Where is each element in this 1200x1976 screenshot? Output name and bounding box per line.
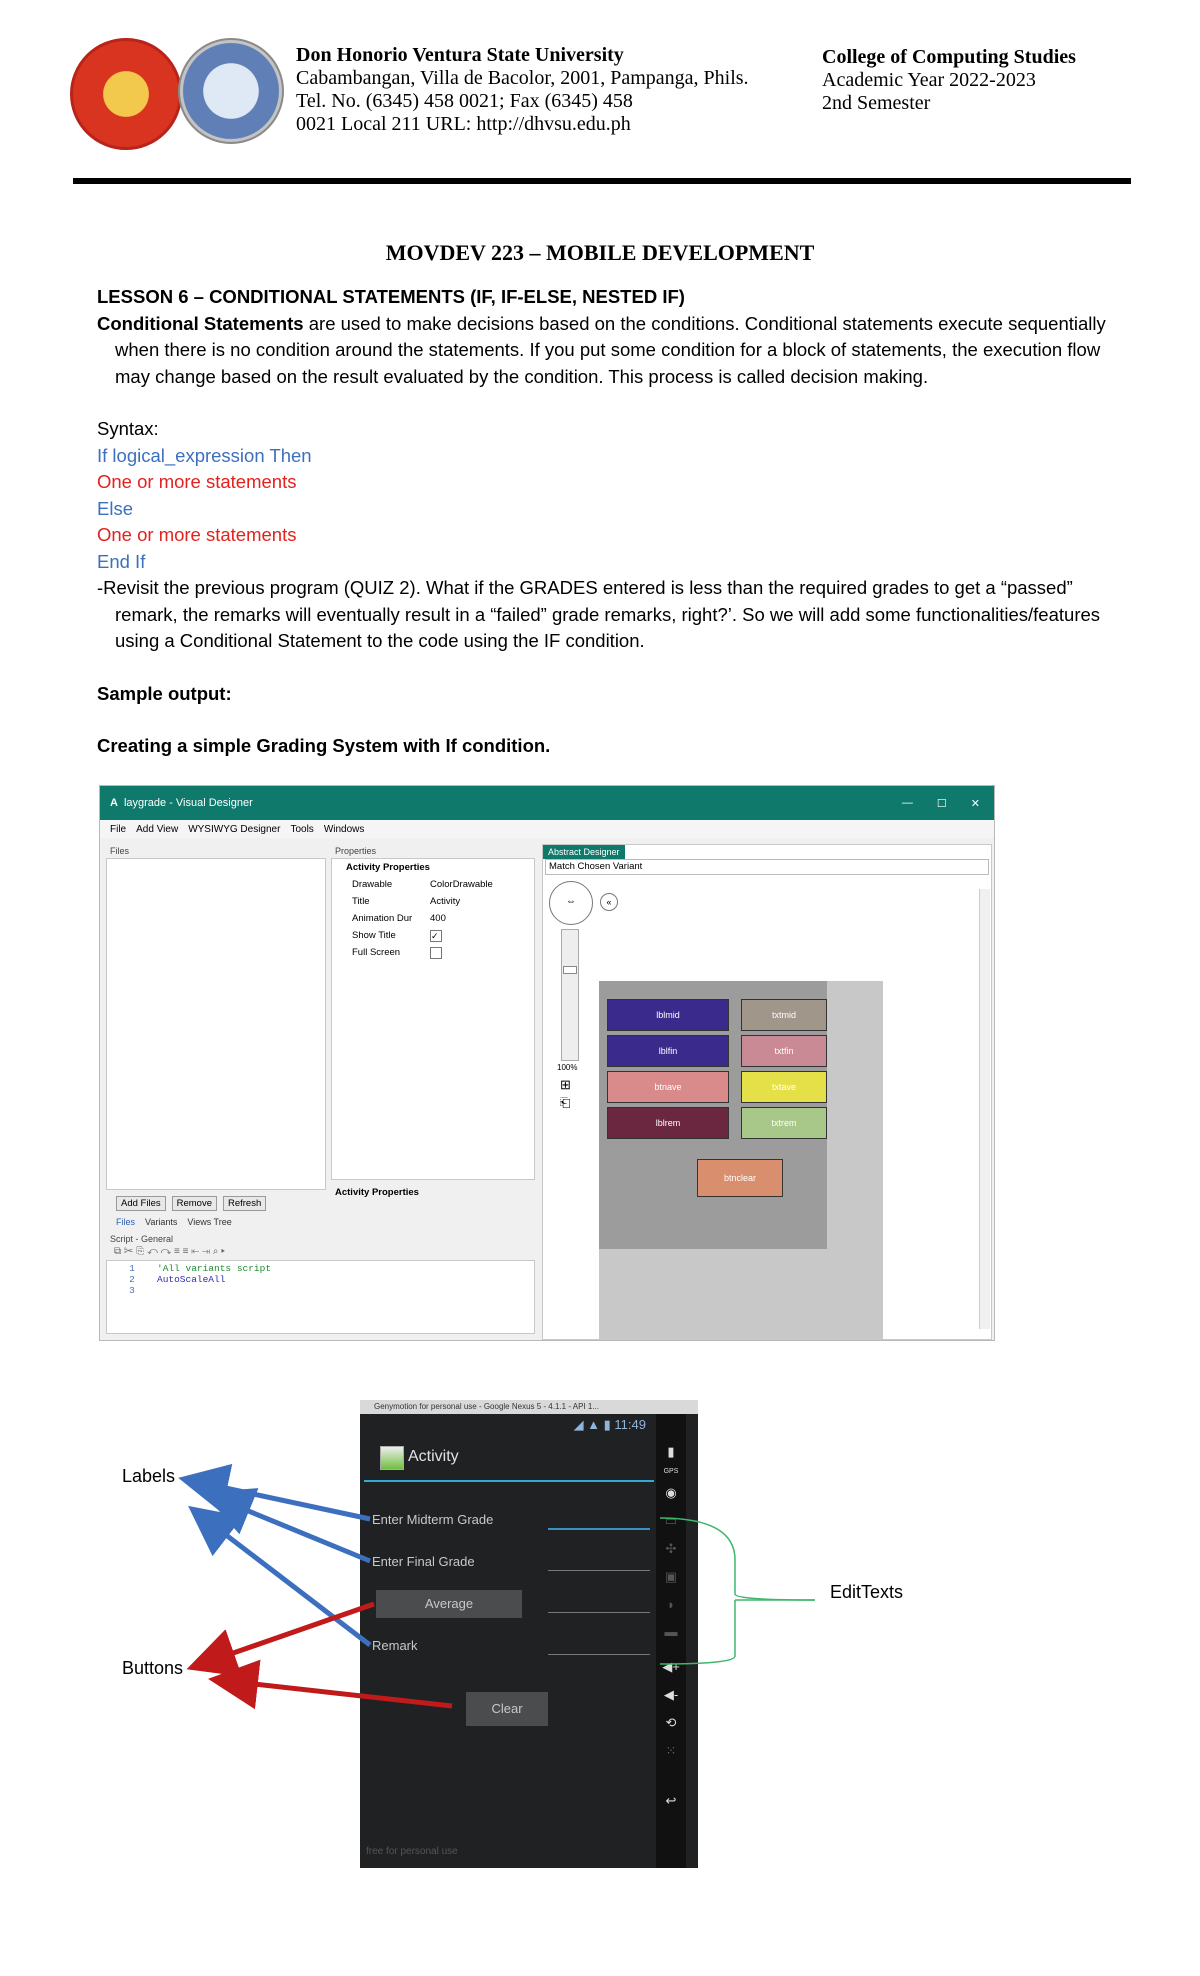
designer-title: laygrade - Visual Designer [123, 797, 253, 809]
menu-add-view[interactable]: Add View [136, 823, 179, 835]
revisit-paragraph: -Revisit the previous program (QUIZ 2). What if the GRADES entered is less than the required grades to get a “passed” remark, the remarks will eventually result in a “failed” grade remarks, right?’. So we will add some functionalities/features using a Conditional Statement to the code using the IF condition. [97, 577, 1101, 651]
midterm-label: Enter Midterm Grade [372, 1512, 494, 1527]
back-icon[interactable]: ↩ [665, 1793, 677, 1808]
minimize-icon[interactable]: — [901, 797, 913, 809]
buttons-annotation: Buttons [122, 1658, 184, 1678]
edittexts-annotation: EditTexts [830, 1582, 904, 1602]
view-txtrem[interactable]: txtrem [741, 1107, 827, 1139]
syntax-line-statements-2: One or more statements [97, 524, 297, 545]
average-button[interactable]: Average [376, 1590, 522, 1618]
maximize-icon[interactable]: ☐ [936, 797, 947, 810]
code-line-comment: 'All variants script [157, 1263, 272, 1274]
move-icon[interactable]: ✣ [665, 1541, 677, 1556]
prop-row-full-screen[interactable]: Full Screen [332, 944, 534, 961]
prop-row-drawable[interactable]: Drawable ColorDrawable [352, 879, 493, 890]
id-icon[interactable]: ▣ [664, 1569, 678, 1584]
script-label: Script - General [110, 1234, 174, 1244]
view-lblmid[interactable]: lblmid [607, 999, 729, 1031]
script-toolbar[interactable]: ⧉ ✂ ⎘ ↶ ↷ ≡ ≡ ⇤ ⇥ ⌕ ▸ [114, 1246, 226, 1257]
volume-up-icon[interactable]: ◀+ [662, 1659, 680, 1674]
arrow-button-clear [218, 1680, 452, 1706]
view-txtmid[interactable]: txtmid [741, 999, 827, 1031]
remark-label: Remark [372, 1638, 418, 1653]
scale-icon[interactable]: ⁙ [665, 1743, 677, 1758]
activity-properties-footer: Activity Properties [335, 1187, 419, 1198]
arrow-button-average [196, 1604, 374, 1666]
syntax-label: Syntax: [97, 418, 159, 439]
remove-button[interactable]: Remove [172, 1196, 217, 1211]
lesson-title: LESSON 6 – CONDITIONAL STATEMENTS (IF, IF-ELSE, NESTED IF) [97, 286, 685, 307]
prop-row-animation[interactable]: Animation Dur 400 [352, 913, 446, 924]
academic-year: Academic Year 2022-2023 [822, 69, 1036, 91]
zoom-level: 100% [557, 1063, 578, 1072]
view-lblrem[interactable]: lblrem [607, 1107, 729, 1139]
menu-file[interactable]: File [110, 823, 127, 835]
snap-icon[interactable]: ⎗ [560, 1095, 571, 1110]
code-line-autoscale: AutoScaleAll [157, 1274, 226, 1285]
refresh-button[interactable]: Refresh [223, 1196, 266, 1211]
clock: 11:49 [614, 1417, 646, 1432]
tab-abstract-designer[interactable]: Abstract Designer [543, 845, 625, 859]
college-name: College of Computing Studies [822, 46, 1076, 68]
arrow-label-final [212, 1496, 370, 1561]
final-label: Enter Final Grade [372, 1554, 475, 1569]
code-editor[interactable]: 1 'All variants script 2 AutoScaleAll 3 [106, 1260, 535, 1334]
clear-button[interactable]: Clear [466, 1692, 548, 1726]
sample-output-heading: Sample output: [97, 682, 232, 704]
add-files-button[interactable]: Add Files [116, 1196, 166, 1211]
signal-icon[interactable]: ◗ [667, 1597, 675, 1612]
prop-row-title[interactable]: Title Activity [352, 896, 461, 907]
files-label: Files [110, 846, 130, 856]
university-tel: Tel. No. (6345) 458 0021; Fax (6345) 458 [296, 90, 633, 112]
battery-icon[interactable]: ▮ [667, 1444, 675, 1459]
volume-down-icon[interactable]: ◀- [663, 1687, 679, 1702]
tab-variants[interactable]: Variants [145, 1217, 178, 1227]
collapse-icon[interactable]: « [600, 893, 618, 911]
university-local: 0021 Local 211 URL: http://dhvsu.edu.ph [296, 113, 631, 135]
grid-icon[interactable]: ⊞ [560, 1077, 571, 1092]
view-btnclear[interactable]: btnclear [697, 1159, 783, 1197]
sms-icon[interactable]: ▬ [664, 1624, 678, 1639]
university-name: Don Honorio Ventura State University [296, 44, 624, 66]
wifi-icon: ◢ ▲ ▮ [573, 1417, 615, 1432]
course-title: MOVDEV 223 – MOBILE DEVELOPMENT [385, 240, 815, 265]
tab-files[interactable]: Files [116, 1217, 136, 1227]
app-icon: A [110, 797, 118, 809]
syntax-line-if: If logical_expression Then [97, 444, 312, 466]
remote-icon[interactable]: ▭ [664, 1513, 678, 1528]
menu-wysiwyg[interactable]: WYSIWYG Designer [188, 823, 281, 835]
view-lblfin[interactable]: lblfin [607, 1035, 729, 1067]
intro-term: Conditional Statements [97, 312, 304, 334]
menu-windows[interactable]: Windows [323, 823, 365, 835]
syntax-line-endif: End If [97, 550, 146, 572]
creating-heading: Creating a simple Grading System with If condition. [97, 735, 551, 756]
show-title-checkbox[interactable]: ✓ [430, 930, 442, 942]
tab-views-tree[interactable]: Views Tree [187, 1217, 232, 1227]
close-icon[interactable]: ✕ [970, 797, 980, 810]
syntax-line-statements-1: One or more statements [97, 471, 297, 492]
labels-annotation: Labels [122, 1466, 176, 1486]
university-address: Cabambangan, Villa de Bacolor, 2001, Pampanga, Phils. [296, 67, 749, 89]
menu-tools[interactable]: Tools [290, 823, 314, 835]
rotate-icon[interactable]: ⟲ [665, 1715, 677, 1730]
camera-icon[interactable]: ◉ [665, 1485, 677, 1500]
semester: 2nd Semester [822, 92, 931, 114]
view-btnave[interactable]: btnave [607, 1071, 729, 1103]
intro-text: are used to make decisions based on the conditions. Conditional statements execute sequentially when there is no condition around the statements. If you put some condition for a block of statements, the execution flow may change based on the result evaluated by the condition. This process is called decision making. [115, 312, 1106, 387]
edittexts-bracket [660, 1518, 815, 1664]
arrow-label-remark [196, 1512, 370, 1645]
syntax-line-else: Else [97, 497, 133, 519]
gps-icon[interactable]: GPS [663, 1468, 679, 1475]
navigation-pad[interactable]: ⇔ [549, 881, 593, 925]
view-txtave[interactable]: txtave [741, 1071, 827, 1103]
variant-select[interactable]: Match Chosen Variant [545, 859, 989, 875]
prop-row-show-title[interactable]: Show Title ✓ [332, 927, 534, 944]
properties-label: Properties [335, 846, 377, 856]
personal-use-footer: free for personal use [366, 1846, 458, 1857]
activity-properties-header: Activity Properties [346, 862, 430, 873]
emulator-titlebar: Genymotion for personal use - Google Nexus 5 - 4.1.1 - API 1... [360, 1400, 698, 1414]
activity-title: Activity [408, 1448, 459, 1465]
view-txtfin[interactable]: txtfin [741, 1035, 827, 1067]
